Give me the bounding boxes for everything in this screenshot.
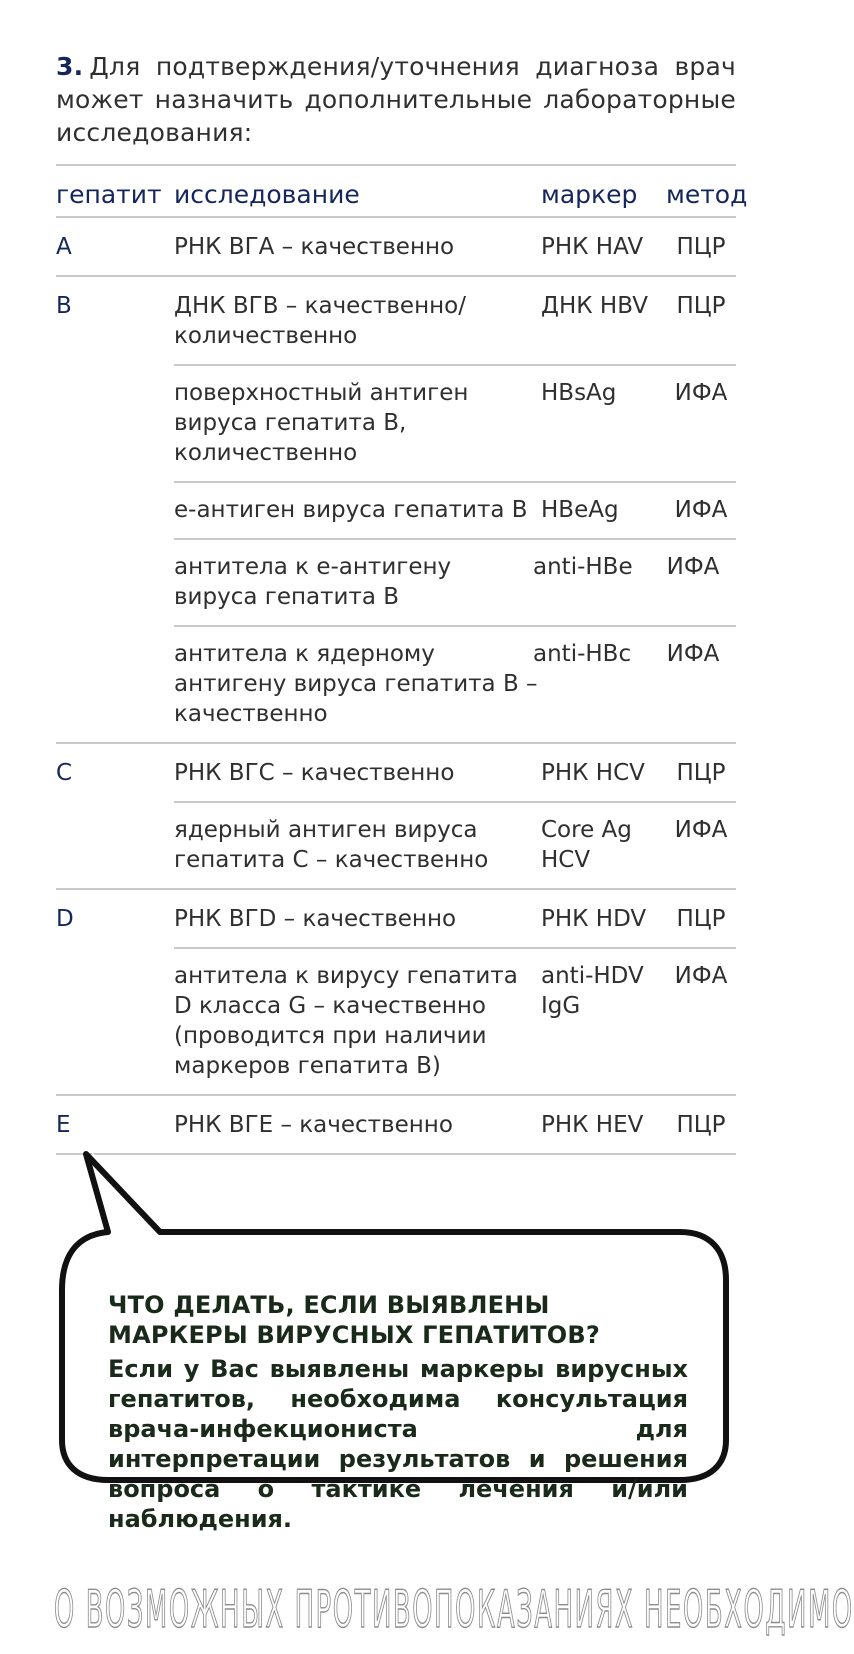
study-cell: антитела к ядерному антигену вируса гепатита В – качественно bbox=[174, 641, 538, 727]
step-number: 3. bbox=[56, 52, 84, 81]
table-group-c bbox=[56, 744, 736, 890]
intro-text: Для подтверждения/уточнения диагноза врач может назначить дополнительные лабораторные исследования: bbox=[56, 52, 736, 147]
method-cell: ИФА bbox=[674, 497, 728, 523]
table-header bbox=[56, 166, 748, 218]
method-cell: ПЦР bbox=[676, 906, 726, 932]
hepatitis-type: D bbox=[56, 906, 74, 932]
table-row bbox=[56, 277, 736, 364]
header-method: метод bbox=[666, 179, 748, 209]
callout-content bbox=[108, 1290, 688, 1534]
header-hepatitis: гепатит bbox=[56, 179, 162, 209]
footer-outlined-heading: О ВОЗМОЖНЫХ ПРОТИВОПОКАЗАНИЯХ НЕОБХОДИМО bbox=[54, 1580, 854, 1640]
marker-cell: anti-HBe bbox=[533, 554, 633, 580]
study-cell: РНК ВГЕ – качественно bbox=[174, 1112, 453, 1138]
table-row bbox=[56, 801, 736, 888]
table-group-a bbox=[56, 218, 736, 277]
table-row bbox=[56, 364, 736, 481]
method-cell: ИФА bbox=[674, 963, 728, 989]
marker-cell: HBeAg bbox=[541, 497, 619, 523]
method-cell: ИФА bbox=[674, 817, 728, 843]
header-study: исследование bbox=[174, 179, 360, 209]
table-row bbox=[56, 218, 736, 275]
marker-cell: РНК HEV bbox=[541, 1112, 644, 1138]
header-marker: маркер bbox=[541, 179, 638, 209]
study-cell: РНК ВГD – качественно bbox=[174, 906, 457, 932]
method-cell: ИФА bbox=[666, 554, 720, 580]
marker-cell: ДНК HBV bbox=[541, 293, 649, 319]
marker-cell: РНК HDV bbox=[541, 906, 647, 932]
study-cell: РНК ВГА – качественно bbox=[174, 234, 455, 260]
lab-tests-table bbox=[56, 164, 748, 1155]
method-cell: ПЦР bbox=[676, 1112, 726, 1138]
intro-paragraph bbox=[56, 50, 736, 149]
hepatitis-type: E bbox=[56, 1112, 71, 1138]
table-row bbox=[56, 538, 736, 625]
study-cell: антитела к вирусу гепатита D класса G – качественно (проводится при наличии маркеров гепатита В) bbox=[174, 963, 518, 1079]
method-cell: ИФА bbox=[666, 641, 720, 667]
study-cell: е-антиген вируса гепатита В bbox=[174, 497, 528, 523]
callout-body: Если у Вас выявлены маркеры вирусных гепатитов, необходима консультация врача-инфекциониста для интерпретации результатов и решения вопроса о тактике лечения и/или наблюдения. bbox=[108, 1355, 688, 1533]
marker-cell: Core Ag HCV bbox=[541, 817, 632, 873]
method-cell: ПЦР bbox=[676, 234, 726, 260]
study-cell: ДНК ВГВ – качественно/ количественно bbox=[174, 293, 466, 349]
table-row bbox=[56, 744, 736, 801]
marker-cell: HBsAg bbox=[541, 380, 617, 406]
table-row bbox=[56, 890, 736, 947]
callout-title: ЧТО ДЕЛАТЬ, ЕСЛИ ВЫЯВЛЕНЫ МАРКЕРЫ ВИРУСНЫХ ГЕПАТИТОВ? bbox=[108, 1291, 600, 1349]
table-row bbox=[56, 947, 736, 1094]
hepatitis-type: C bbox=[56, 760, 73, 786]
table-row bbox=[56, 481, 736, 538]
table-group-b bbox=[56, 277, 736, 744]
study-cell: ядерный антиген вируса гепатита С – качественно bbox=[174, 817, 489, 873]
study-cell: антитела к е-антигену вируса гепатита В bbox=[174, 554, 452, 610]
method-cell: ИФА bbox=[674, 380, 728, 406]
method-cell: ПЦР bbox=[676, 760, 726, 786]
study-cell: РНК ВГС – качественно bbox=[174, 760, 455, 786]
method-cell: ПЦР bbox=[676, 293, 726, 319]
marker-cell: РНК HAV bbox=[541, 234, 644, 260]
marker-cell: anti-HBc bbox=[533, 641, 632, 667]
hepatitis-type: B bbox=[56, 293, 72, 319]
hepatitis-type: A bbox=[56, 234, 72, 260]
study-cell: поверхностный антиген вируса гепатита В, количественно bbox=[174, 380, 469, 466]
marker-cell: РНК HCV bbox=[541, 760, 645, 786]
table-row bbox=[56, 625, 736, 742]
table-group-d bbox=[56, 890, 736, 1096]
marker-cell: anti-HDV IgG bbox=[541, 963, 644, 1019]
